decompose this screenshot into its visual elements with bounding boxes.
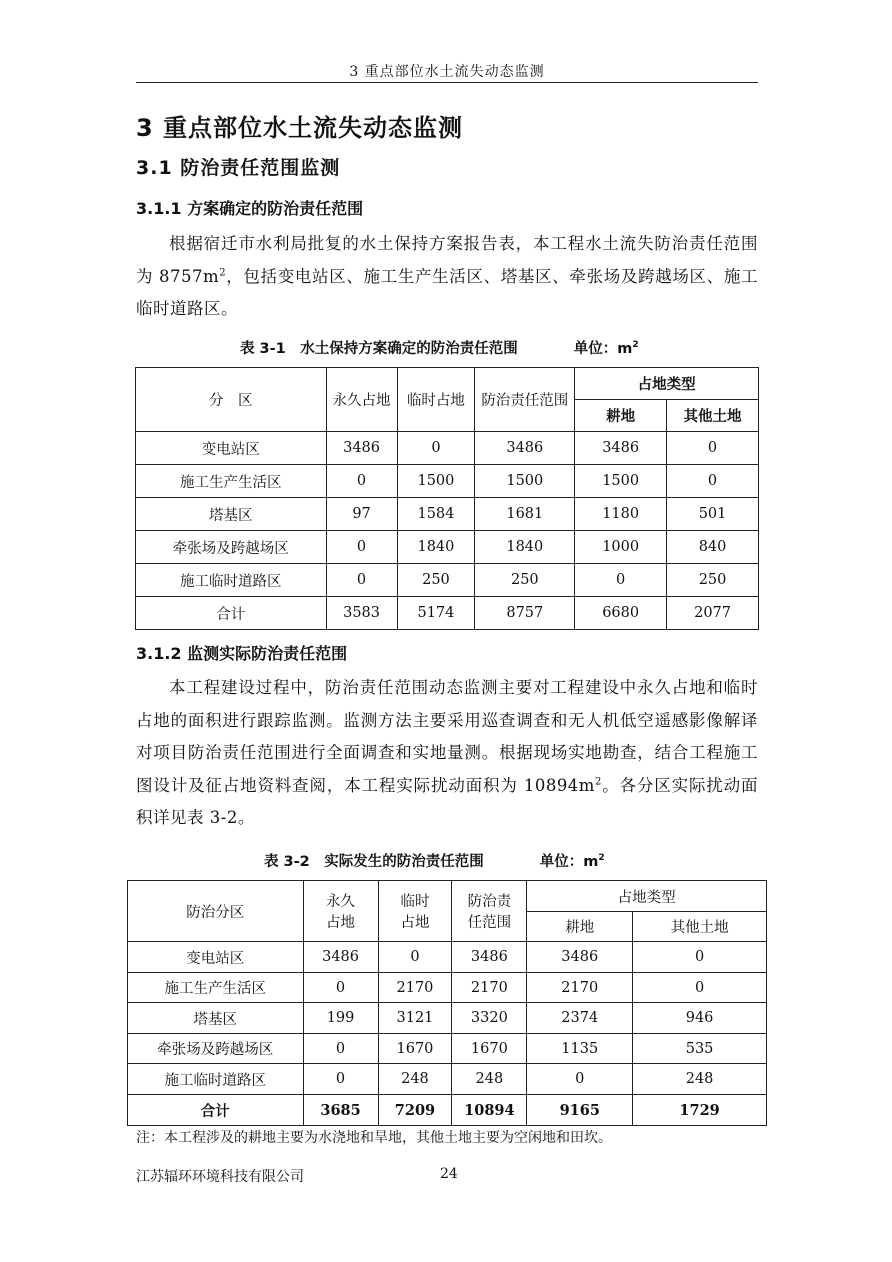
th-landtype: 占地类型 bbox=[575, 368, 759, 400]
th-other: 其他土地 bbox=[667, 400, 759, 432]
table-row bbox=[128, 942, 767, 973]
th-farmland: 耕地 bbox=[527, 912, 633, 942]
cell: 3121 bbox=[378, 1003, 452, 1034]
paragraph-text: 根据宿迁市水利局批复的水土保持方案报告表，本工程水土流失防治责任范围为 8757m bbox=[136, 234, 758, 286]
chapter-heading: 3 重点部位水土流失动态监测 bbox=[136, 114, 464, 142]
cell: 0 bbox=[667, 465, 759, 498]
cell: 3486 bbox=[326, 432, 397, 465]
table-row bbox=[136, 564, 759, 597]
th-line: 永久 bbox=[326, 894, 356, 910]
cell: 3583 bbox=[326, 597, 397, 630]
cell: 1000 bbox=[575, 531, 667, 564]
cell-zone: 合计 bbox=[128, 1095, 304, 1126]
cell: 1670 bbox=[378, 1034, 452, 1064]
th-temporary bbox=[378, 881, 452, 942]
cell: 1500 bbox=[397, 465, 475, 498]
cell: 3486 bbox=[452, 942, 527, 973]
cell: 1681 bbox=[475, 498, 575, 531]
table-actual-scope bbox=[127, 880, 767, 1126]
cell: 3320 bbox=[452, 1003, 527, 1034]
th-zone: 防治分区 bbox=[128, 881, 304, 942]
cell-zone: 施工生产生活区 bbox=[128, 973, 304, 1003]
table-row bbox=[128, 1064, 767, 1095]
cell: 0 bbox=[575, 564, 667, 597]
cell: 3486 bbox=[303, 942, 378, 973]
cell: 840 bbox=[667, 531, 759, 564]
cell: 1584 bbox=[397, 498, 475, 531]
table-note: 注：本工程涉及的耕地主要为水浇地和旱地，其他土地主要为空闲地和田坎。 bbox=[136, 1130, 612, 1146]
cell: 199 bbox=[303, 1003, 378, 1034]
cell: 248 bbox=[378, 1064, 452, 1095]
th-line: 防治责 bbox=[467, 894, 512, 910]
cell: 1840 bbox=[397, 531, 475, 564]
th-other: 其他土地 bbox=[633, 912, 767, 942]
th-temporary: 临时占地 bbox=[397, 368, 475, 432]
cell: 0 bbox=[527, 1064, 633, 1095]
table-row bbox=[128, 973, 767, 1003]
superscript: 2 bbox=[219, 267, 227, 278]
section-heading: 3.1 防治责任范围监测 bbox=[136, 157, 341, 179]
cell: 248 bbox=[452, 1064, 527, 1095]
cell: 2374 bbox=[527, 1003, 633, 1034]
cell: 9165 bbox=[527, 1095, 633, 1126]
table-row bbox=[128, 1034, 767, 1064]
cell: 0 bbox=[633, 942, 767, 973]
cell: 0 bbox=[397, 432, 475, 465]
cell: 0 bbox=[326, 564, 397, 597]
cell-zone: 合计 bbox=[136, 597, 327, 630]
cell-zone: 塔基区 bbox=[128, 1003, 304, 1034]
cell-zone: 牵张场及跨越场区 bbox=[136, 531, 327, 564]
th-scope: 防治责任范围 bbox=[475, 368, 575, 432]
cell: 1840 bbox=[475, 531, 575, 564]
cell: 1729 bbox=[633, 1095, 767, 1126]
cell: 0 bbox=[633, 973, 767, 1003]
th-landtype: 占地类型 bbox=[527, 881, 767, 912]
unit-text: 单位：m bbox=[573, 341, 633, 357]
cell: 3685 bbox=[303, 1095, 378, 1126]
cell: 8757 bbox=[475, 597, 575, 630]
cell: 1500 bbox=[575, 465, 667, 498]
th-permanent: 永久占地 bbox=[326, 368, 397, 432]
th-scope bbox=[452, 881, 527, 942]
cell: 0 bbox=[303, 1034, 378, 1064]
cell: 7209 bbox=[378, 1095, 452, 1126]
cell: 1180 bbox=[575, 498, 667, 531]
caption-text: 表 3-2 实际发生的防治责任范围 bbox=[264, 854, 484, 870]
cell: 1135 bbox=[527, 1034, 633, 1064]
unit-label bbox=[574, 341, 639, 357]
cell: 0 bbox=[378, 942, 452, 973]
cell: 0 bbox=[326, 531, 397, 564]
cell: 0 bbox=[303, 973, 378, 1003]
cell-zone: 变电站区 bbox=[128, 942, 304, 973]
unit-label bbox=[540, 854, 605, 870]
cell: 2077 bbox=[667, 597, 759, 630]
cell: 10894 bbox=[452, 1095, 527, 1126]
cell: 97 bbox=[326, 498, 397, 531]
paragraph-planned-scope bbox=[136, 228, 758, 326]
paragraph-text: 。各分区实际扰动面积详见表 3-2。 bbox=[136, 775, 759, 827]
cell: 250 bbox=[397, 564, 475, 597]
cell: 946 bbox=[633, 1003, 767, 1034]
cell: 5174 bbox=[397, 597, 475, 630]
paragraph-text: ，包括变电站区、施工生产生活区、塔基区、牵张场及跨越场区、施工临时道路区。 bbox=[136, 266, 758, 318]
th-zone: 分 区 bbox=[136, 368, 327, 432]
table-row bbox=[128, 1003, 767, 1034]
cell: 0 bbox=[326, 465, 397, 498]
paragraph-text: 本工程建设过程中，防治责任范围动态监测主要对工程建设中永久占地和临时占地的面积进行跟踪监测。监测方法主要采用巡查调查和无人机低空遥感影像解译对项目防治责任范围进行全面调查和实地量测。根据现场实地勘查，结合工程施工图设计及征占地资料查阅，本工程实际扰动面积为 10894m bbox=[136, 678, 758, 795]
table-row bbox=[136, 432, 759, 465]
cell: 6680 bbox=[575, 597, 667, 630]
cell: 3486 bbox=[475, 432, 575, 465]
footer-company: 江苏辐环环境科技有限公司 bbox=[136, 1169, 304, 1185]
cell: 3486 bbox=[575, 432, 667, 465]
page-number: 24 bbox=[440, 1166, 458, 1182]
cell: 1500 bbox=[475, 465, 575, 498]
table-row bbox=[136, 465, 759, 498]
table2-caption bbox=[264, 850, 605, 871]
cell: 501 bbox=[667, 498, 759, 531]
table1-caption bbox=[240, 337, 639, 358]
table-row-total bbox=[136, 597, 759, 630]
paragraph-actual-scope bbox=[136, 672, 758, 835]
cell-zone: 塔基区 bbox=[136, 498, 327, 531]
th-line: 占地 bbox=[326, 915, 356, 931]
th-line: 占地 bbox=[400, 915, 430, 931]
subsection-heading-actual: 3.1.2 监测实际防治责任范围 bbox=[136, 644, 348, 663]
cell: 250 bbox=[475, 564, 575, 597]
cell-zone: 施工临时道路区 bbox=[136, 564, 327, 597]
cell: 0 bbox=[667, 432, 759, 465]
cell-zone: 牵张场及跨越场区 bbox=[128, 1034, 304, 1064]
cell-zone: 施工生产生活区 bbox=[136, 465, 327, 498]
th-farmland: 耕地 bbox=[575, 400, 667, 432]
superscript: 2 bbox=[594, 776, 602, 787]
table-planned-scope bbox=[135, 367, 759, 630]
cell-zone: 施工临时道路区 bbox=[128, 1064, 304, 1095]
table-row bbox=[136, 531, 759, 564]
th-line: 临时 bbox=[400, 894, 430, 910]
unit-superscript: 2 bbox=[598, 853, 605, 864]
cell-zone: 变电站区 bbox=[136, 432, 327, 465]
caption-text: 表 3-1 水土保持方案确定的防治责任范围 bbox=[240, 341, 518, 357]
cell: 535 bbox=[633, 1034, 767, 1064]
cell: 248 bbox=[633, 1064, 767, 1095]
cell: 2170 bbox=[527, 973, 633, 1003]
subsection-heading-planned: 3.1.1 方案确定的防治责任范围 bbox=[136, 199, 364, 218]
cell: 250 bbox=[667, 564, 759, 597]
cell: 2170 bbox=[452, 973, 527, 1003]
cell: 0 bbox=[303, 1064, 378, 1095]
table-row-total bbox=[128, 1095, 767, 1126]
table-row bbox=[136, 498, 759, 531]
cell: 1670 bbox=[452, 1034, 527, 1064]
running-header: 3 重点部位水土流失动态监测 bbox=[136, 62, 758, 83]
unit-text: 单位：m bbox=[539, 854, 599, 870]
cell: 2170 bbox=[378, 973, 452, 1003]
unit-superscript: 2 bbox=[632, 340, 639, 351]
th-line: 任范围 bbox=[467, 915, 512, 931]
cell: 3486 bbox=[527, 942, 633, 973]
th-permanent bbox=[303, 881, 378, 942]
